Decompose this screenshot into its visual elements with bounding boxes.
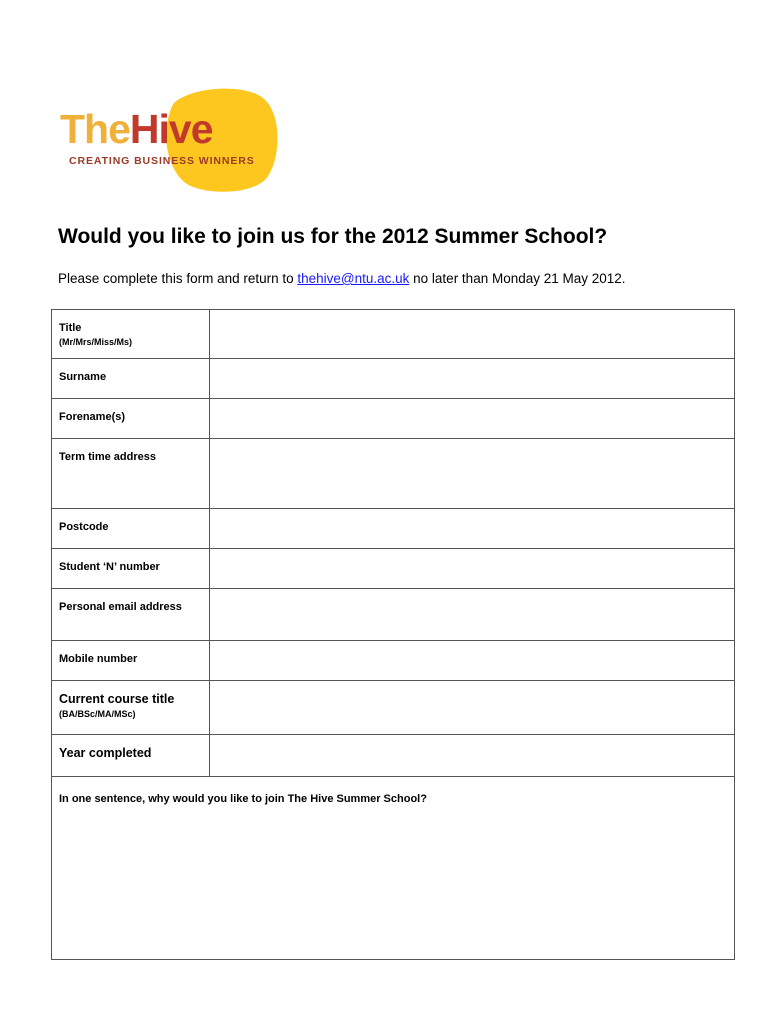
field-label-title bbox=[52, 310, 210, 359]
page-heading: Would you like to join us for the 2012 Summer School? bbox=[58, 225, 608, 248]
logo-tagline: CREATING BUSINESS WINNERS bbox=[69, 155, 255, 167]
question-text: In one sentence, why would you like to join The Hive Summer School? bbox=[59, 793, 427, 805]
field-input-term-address[interactable] bbox=[210, 439, 735, 509]
field-input-email[interactable] bbox=[210, 589, 735, 641]
logo-word-hive: Hive bbox=[129, 106, 213, 152]
field-label-course-title bbox=[52, 681, 210, 735]
form-row-postcode bbox=[52, 509, 735, 549]
field-label-text: Current course title bbox=[59, 692, 175, 706]
field-input-title[interactable] bbox=[210, 310, 735, 359]
field-input-student-number[interactable] bbox=[210, 549, 735, 589]
field-hint-title: (Mr/Mrs/Miss/Ms) bbox=[59, 337, 133, 347]
the-hive-logo bbox=[55, 84, 285, 196]
intro-text bbox=[58, 271, 626, 286]
intro-before: Please complete this form and return to bbox=[58, 271, 298, 286]
field-label-term-address: Term time address bbox=[52, 439, 210, 509]
field-input-postcode[interactable] bbox=[210, 509, 735, 549]
field-input-surname[interactable] bbox=[210, 359, 735, 399]
field-input-mobile[interactable] bbox=[210, 641, 735, 681]
field-label-forenames: Forename(s) bbox=[52, 399, 210, 439]
form-row-term-address bbox=[52, 439, 735, 509]
field-label-text: Title bbox=[59, 322, 82, 334]
field-label-student-number: Student ‘N’ number bbox=[52, 549, 210, 589]
form-row-year-completed bbox=[52, 735, 735, 777]
form-row-title bbox=[52, 310, 735, 359]
field-label-text: Year completed bbox=[59, 746, 152, 760]
form-row-course-title bbox=[52, 681, 735, 735]
field-input-course-title[interactable] bbox=[210, 681, 735, 735]
email-link[interactable]: thehive@ntu.ac.uk bbox=[297, 271, 410, 286]
field-label-mobile: Mobile number bbox=[52, 641, 210, 681]
question-answer-box[interactable] bbox=[52, 777, 735, 960]
field-hint-course-title: (BA/BSc/MA/MSc) bbox=[59, 709, 136, 719]
logo-word-the: The bbox=[60, 106, 130, 152]
form-row-student-number bbox=[52, 549, 735, 589]
field-label-postcode: Postcode bbox=[52, 509, 210, 549]
logo-wordmark bbox=[60, 106, 213, 153]
field-input-year-completed[interactable] bbox=[210, 735, 735, 777]
form-row-surname bbox=[52, 359, 735, 399]
form-row-mobile bbox=[52, 641, 735, 681]
field-input-forenames[interactable] bbox=[210, 399, 735, 439]
field-label-year-completed bbox=[52, 735, 210, 777]
form-row-email bbox=[52, 589, 735, 641]
application-form-table bbox=[51, 309, 735, 960]
form-row-question bbox=[52, 777, 735, 960]
intro-after: no later than Monday 21 May 2012. bbox=[409, 271, 626, 286]
field-label-surname: Surname bbox=[52, 359, 210, 399]
field-label-email: Personal email address bbox=[52, 589, 210, 641]
form-row-forenames bbox=[52, 399, 735, 439]
